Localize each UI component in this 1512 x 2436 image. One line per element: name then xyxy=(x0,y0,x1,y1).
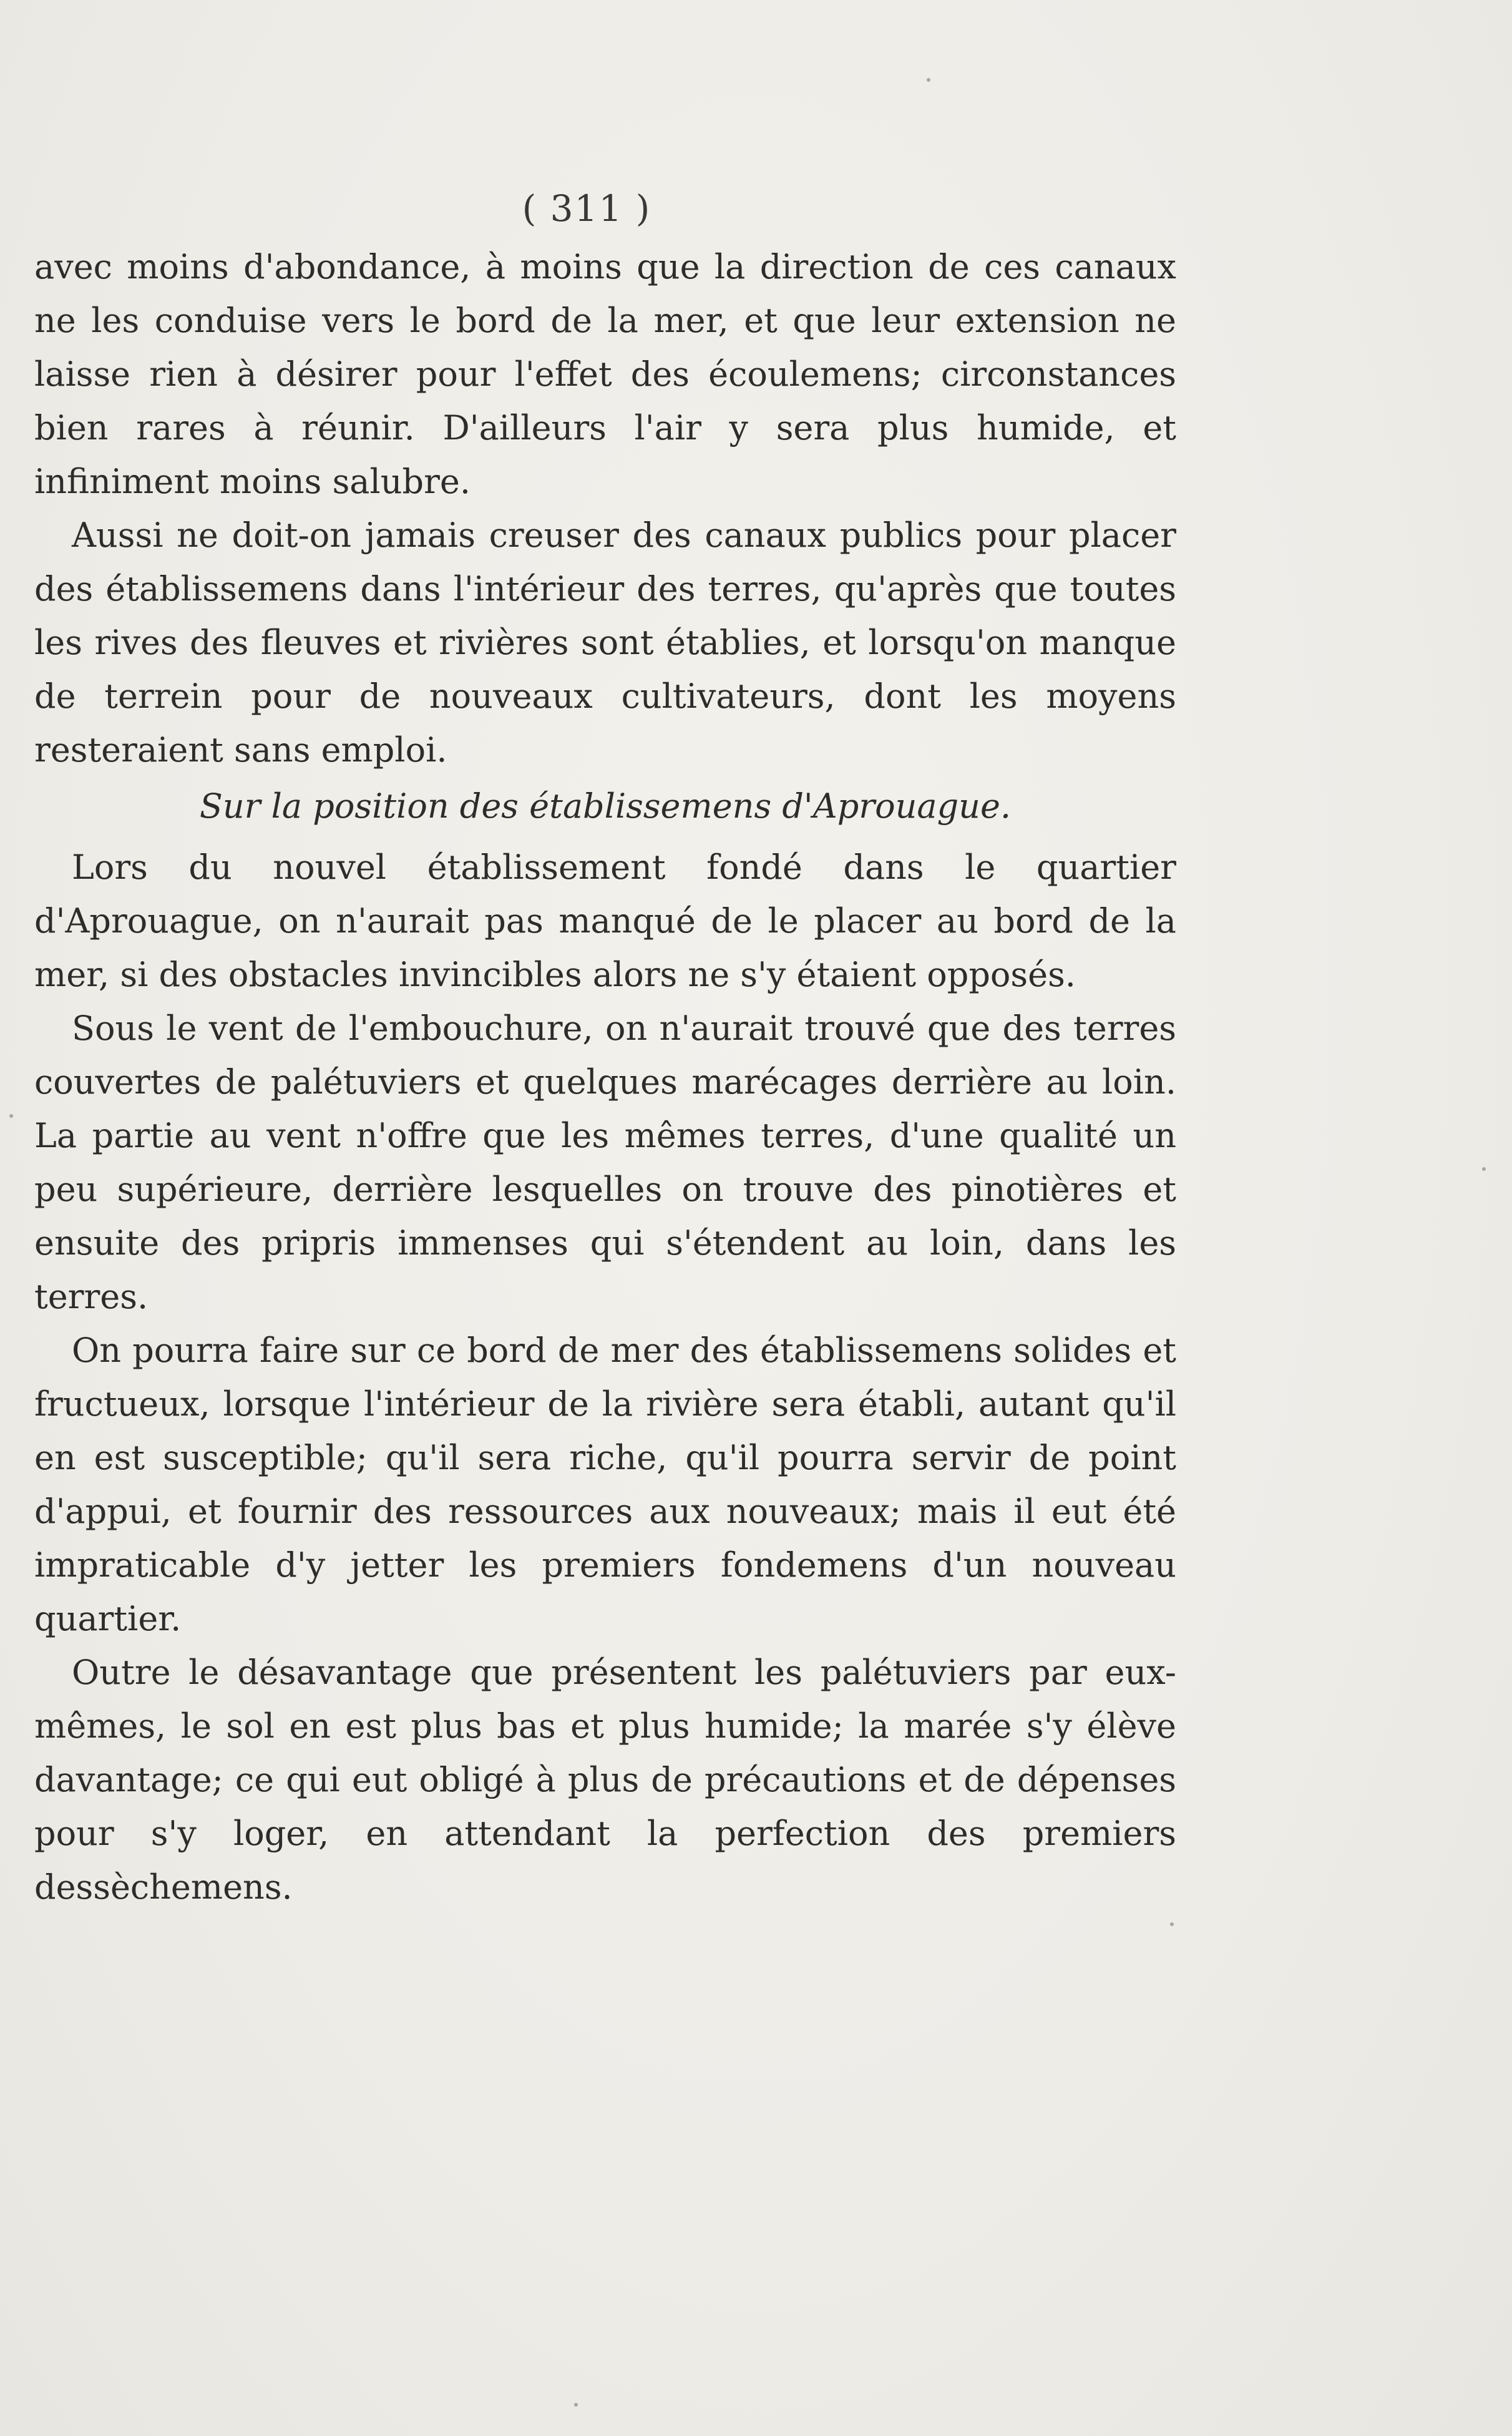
paragraph-6: Outre le désavantage que présentent les palétuviers par eux-mêmes, le sol en est plus bas et plus humide; la marée s'y élève davantage; ce qui eut obligé à plus de précautions et de dépenses pour s'y loger, en attendant la perfection des premiers dessèchemens. xyxy=(34,1653,1176,1907)
body-text xyxy=(34,240,1176,1914)
paragraph-2: Aussi ne doit-on jamais creuser des canaux publics pour placer des établissemens dans l'intérieur des terres, qu'après que toutes les rives des fleuves et rivières sont établies, et lorsqu'on manque de terrein pour de nouveaux cultivateurs, dont les moyens resteraient sans emploi. xyxy=(34,516,1176,770)
paragraph-4: Sous le vent de l'embouchure, on n'aurait trouvé que des terres couvertes de palétuviers et quelques marécages derrière au loin. La partie au vent n'offre que les mêmes terres, d'une qualité un peu supérieure, derrière lesquelles on trouve des pinotières et ensuite des pripris immenses qui s'étendent au loin, dans les terres. xyxy=(34,1009,1176,1316)
paper-speck xyxy=(927,78,930,82)
paper-speck xyxy=(574,2403,578,2407)
section-heading: Sur la position des établissemens d'Aprouague. xyxy=(199,786,1012,826)
paper-speck xyxy=(9,1114,13,1118)
paragraph-1: avec moins d'abondance, à moins que la direction de ces canaux ne les conduise vers le bord de la mer, et que leur extension ne laisse rien à désirer pour l'effet des écoulemens; circonstances bien rares à réunir. D'ailleurs l'air y sera plus humide, et infiniment moins salubre. xyxy=(34,247,1176,501)
paragraph-5: On pourra faire sur ce bord de mer des établissemens solides et fructueux, lorsque l'intérieur de la rivière sera établi, autant qu'il en est susceptible; qu'il sera riche, qu'il pourra servir de point d'appui, et fournir des ressources aux nouveaux; mais il eut été impraticable d'y jetter les premiers fondemens d'un nouveau quartier. xyxy=(34,1331,1176,1638)
paragraph-3: Lors du nouvel établissement fondé dans le quartier d'Aprouague, on n'aurait pas manqué de le placer au bord de la mer, si des obstacles invincibles alors ne s'y étaient opposés. xyxy=(34,848,1176,994)
paper-speck xyxy=(1482,1167,1486,1171)
page-number: ( 311 ) xyxy=(522,187,651,230)
paper-speck xyxy=(1170,1922,1174,1926)
